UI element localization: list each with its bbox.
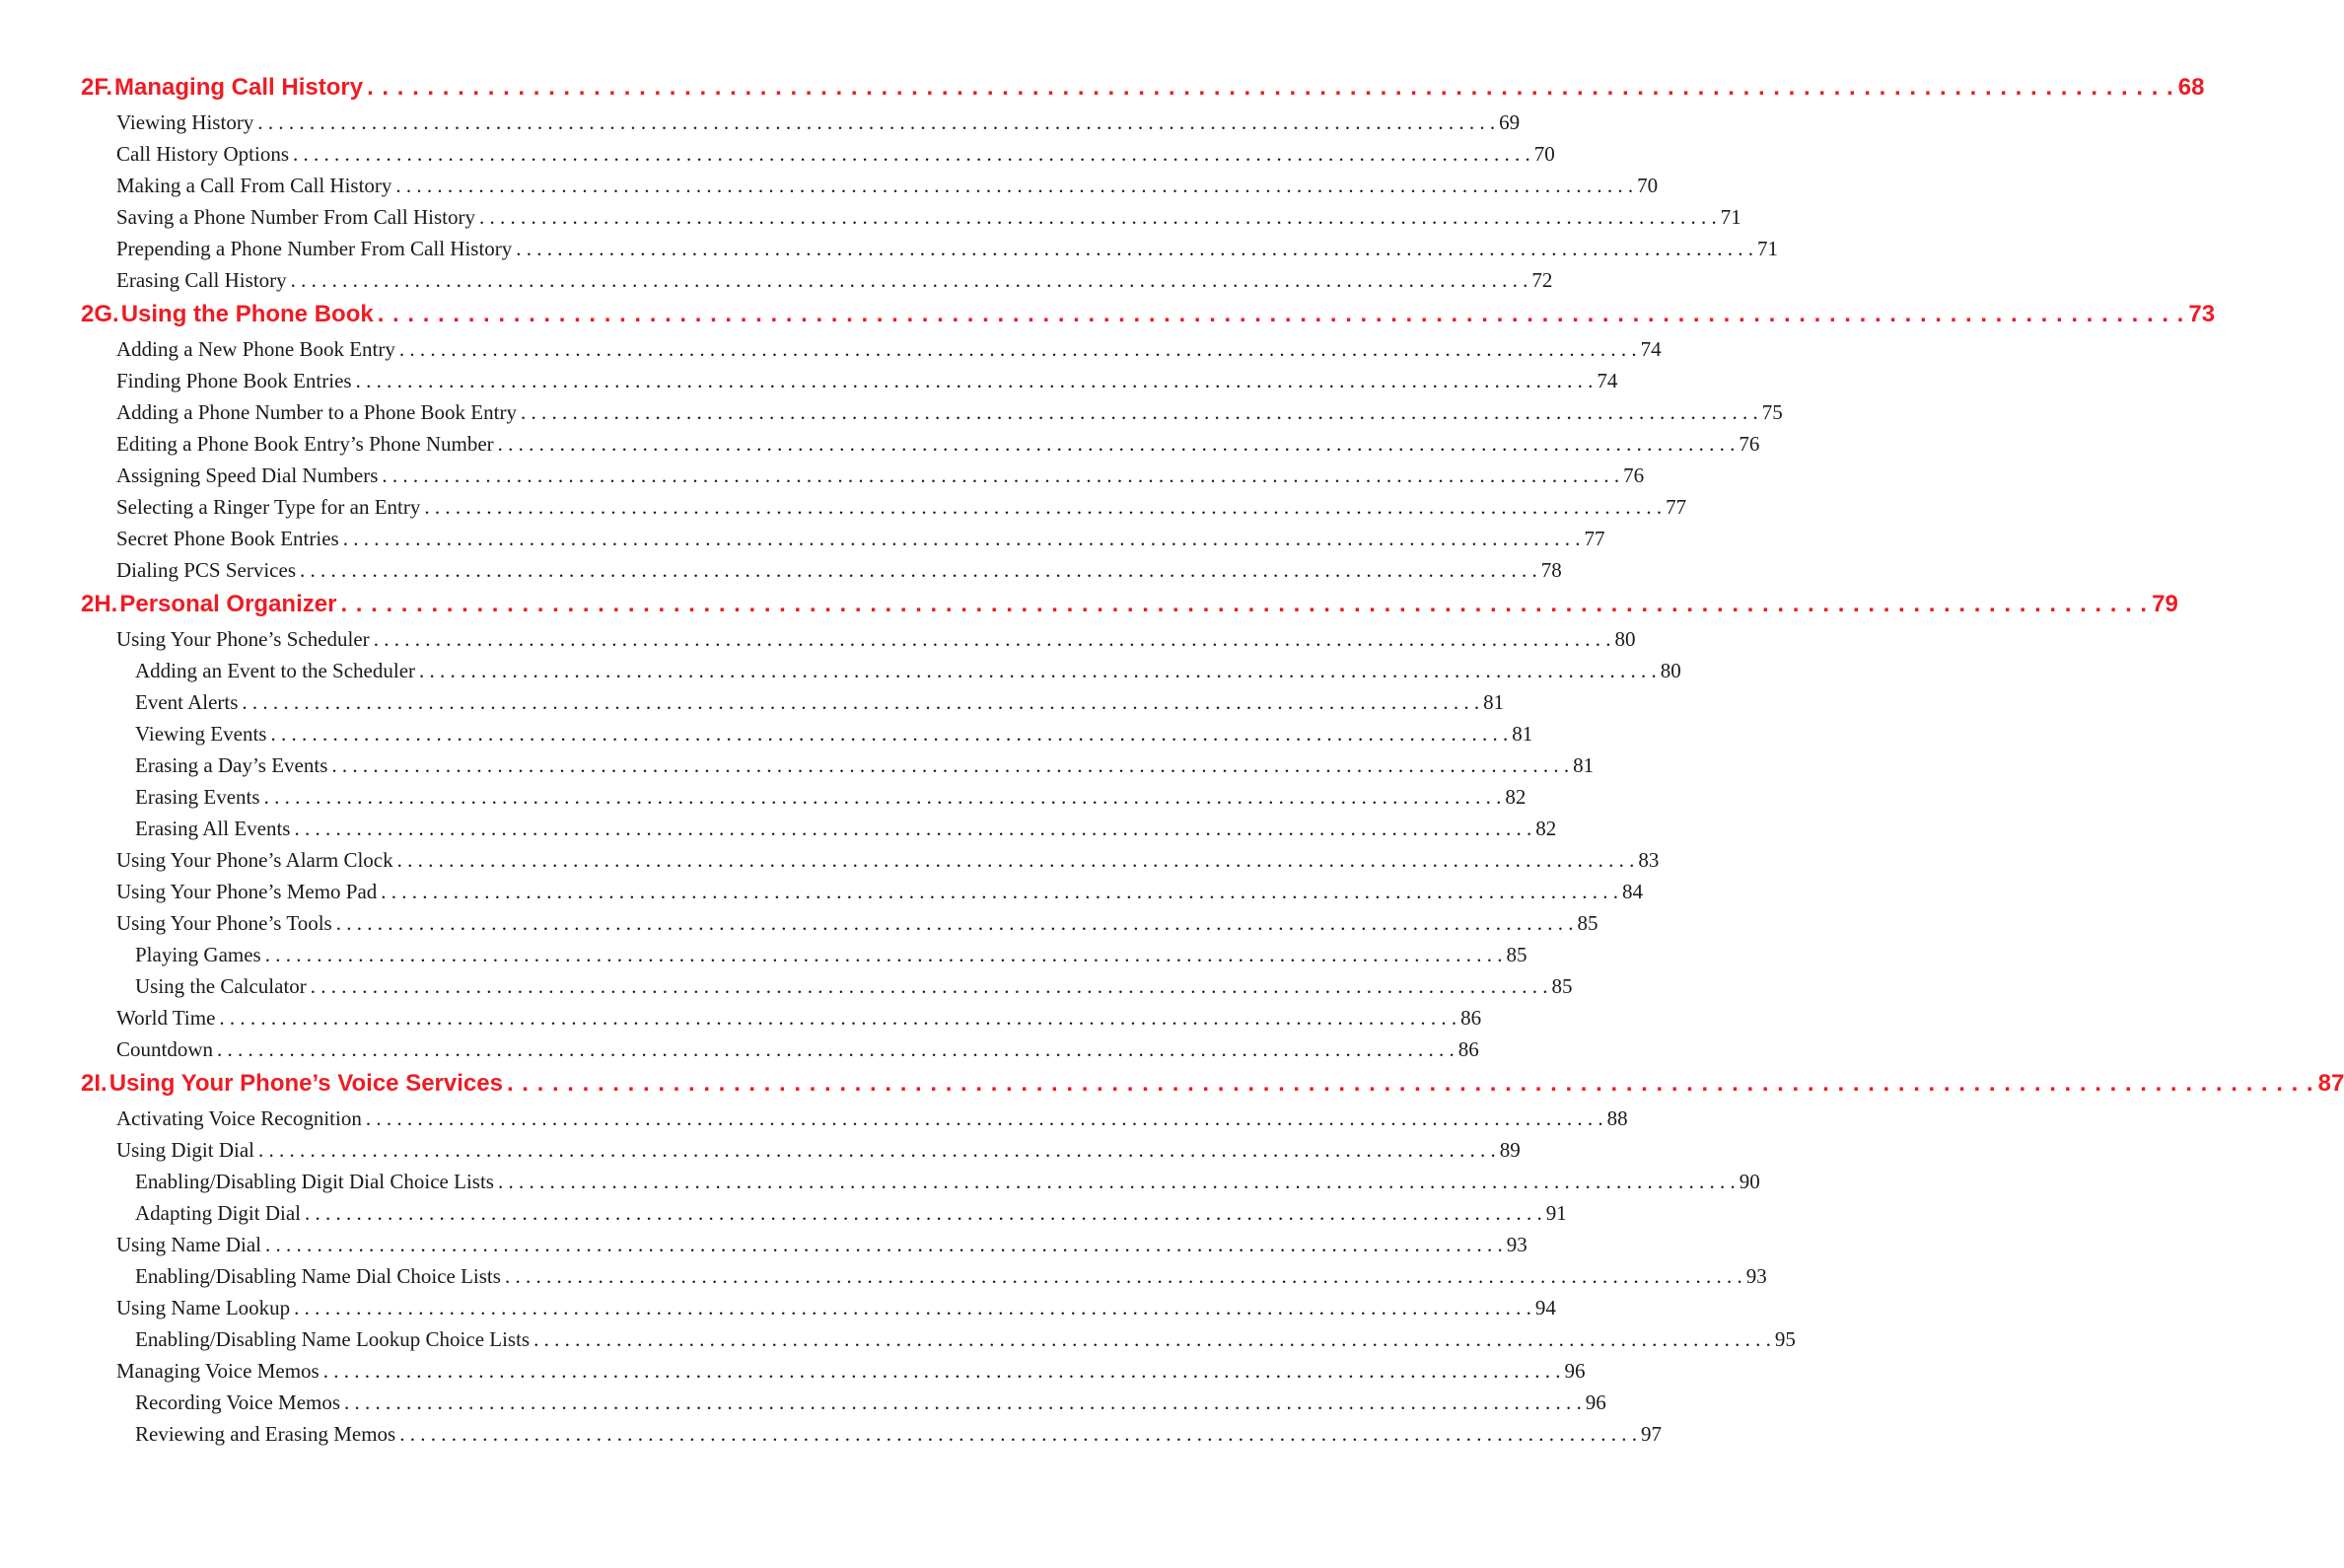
entry-page-number: 82 [1535,817,1557,840]
toc-entry[interactable] [81,201,1741,233]
toc-entry[interactable] [81,1033,1479,1065]
entry-title: Finding Phone Book Entries [116,369,352,392]
dot-leader: . . . . . . . . . . . . . . . . . . . . . . . . . . . . . . . . . . . . . . . . . . . . . . . . . . . . . . . . . . . . . . . . . . . . . . . . . . . . . . . . . . . . . . . . . . . . . . . . . . . . . . . . . . . . . . . . . . . . . . . . [344,1390,1582,1414]
toc-entry[interactable] [81,170,1659,201]
entry-page-number: 81 [1573,753,1595,777]
entry-page-number: 71 [1720,205,1741,229]
entry-title: Erasing a Day’s Events [135,753,328,777]
toc-entry[interactable] [81,396,1783,428]
entry-page-number: 82 [1505,785,1527,809]
entry-page-number: 83 [1638,848,1660,872]
dot-leader: . . . . . . . . . . . . . . . . . . . . . . . . . . . . . . . . . . . . . . . . . . . . . . . . . . . . . . . . . . . . . . . . . . . . . . . . . . . . . . . . . . . . . . . . . . . . . . . . . . . . . . . . . . . . . . . . . . . . . . . . [398,337,1637,361]
toc-entry[interactable] [81,264,1553,296]
dot-leader: . . . . . . . . . . . . . . . . . . . . . . . . . . . . . . . . . . . . . . . . . . . . . . . . . . . . . . . . . . . . . . . . . . . . . . . . . . . . . . . . . . . . . . . . . . . . . . . . . . . . . . . . . . . . . . . . . . . . . . . . [257,110,1496,134]
section-number: 2I. [81,1070,107,1097]
dot-leader: . . . . . . . . . . . . . . . . . . . . . . . . . . . . . . . . . . . . . . . . . . . . . . . . . . . . . . . . . . . . . . . . . . . . . . . . . . . . . . . . . . . . . . . . . . . . . . . . . . . . . . . . . . . . . . . . . . . . . . . . [270,722,1509,746]
entry-title: Adding an Event to the Scheduler [135,659,416,682]
toc-subentry[interactable] [81,1260,1767,1292]
toc-entry[interactable] [81,907,1598,939]
dot-leader: . . . . . . . . . . . . . . . . . . . . . . . . . . . . . . . . . . . . . . . . . . . . . . . . . . . . . . . . . . . . . . . . . . . . . . . . . . . . . . . . . . . . . . . . . . . . . . . . . . . . . . . . . . . . . . . . . . . . . . . . [294,1296,1531,1319]
section-page-number: 79 [2152,591,2178,617]
entry-page-number: 96 [1564,1359,1586,1383]
toc-subentry[interactable] [81,813,1557,844]
toc-section-heading[interactable] [81,69,2205,107]
dot-leader: . . . . . . . . . . . . . . . . . . . . . . . . . . . . . . . . . . . . . . . . . . . . . . . . . . . . . . . . . . . . . . . . . . . . . . . . . . . . . . . . . . . . . . . . . . . . . . . . . . . . . . . . . . . . . . . . . . . . . . . . [294,817,1532,840]
toc-entry[interactable] [81,523,1605,554]
entry-title: Using Digit Dial [116,1138,254,1162]
dot-leader: . . . . . . . . . . . . . . . . . . . . . . . . . . . . . . . . . . . . . . . . . . . . . . . . . . . . . . . . . . . . . . . . . . . . . . . . . . . . . . . . . . . . . . . . . . . . . . . . . . . . . . . . . . . . . . . . . . . . . . . . [381,880,1619,903]
entry-title: Activating Voice Recognition [116,1106,362,1130]
entry-title: Enabling/Disabling Name Lookup Choice Lists [135,1327,531,1351]
dot-leader: . . . . . . . . . . . . . . . . . . . . . . . . . . . . . . . . . . . . . . . . . . . . . . . . . . . . . . . . . . . . . . . . . . . . . . . . . . . . . . . . . . . . . . . . . . . . . . . . . . . . . . . . . . . . . . . . . . . . . . . . [382,463,1620,487]
entry-page-number: 94 [1534,1296,1556,1319]
dot-leader: . . . . . . . . . . . . . . . . . . . . . . . . . . . . . . . . . . . . . . . . . . . . . . . . . . . . . . . . . . . . . . . . . . . . . . . . . . . . . . . . . . . . . . . . . . . . . . . . . . . . . . . . . . . . . . . . . . . . . . . . [520,400,1758,424]
entry-page-number: 71 [1757,237,1779,260]
toc-entry[interactable] [81,1002,1482,1033]
entry-page-number: 76 [1739,432,1760,456]
entry-page-number: 90 [1739,1170,1760,1193]
dot-leader: . . . . . . . . . . . . . . . . . . . . . . . . . . . . . . . . . . . . . . . . . . . . . . . . . . . . . . . . . . . . . . . . . . . . . . . . . . . . . . . . . . . . . . . . . . . . . . . . . . . . . . . . . . . . . . . . . . . . . . . . [331,753,1570,777]
entry-title: Managing Voice Memos [116,1359,320,1383]
entry-page-number: 70 [1533,142,1555,166]
toc-subentry[interactable] [81,939,1527,970]
toc-section-heading[interactable] [81,296,2216,333]
dot-leader: . . . . . . . . . . . . . . . . . . . . . . . . . . . . . . . . . . . . . . . . . . . . . . . . . . . . . . . . . . . . . . . . . . . . . . . . . . . . . . . . . . . . . . . . . . . . . . . . . . . . . . . . . . . . . . . . . . . . . . . . [263,785,1502,809]
entry-title: Adding a Phone Number to a Phone Book Entry [116,400,517,424]
entry-title: Editing a Phone Book Entry’s Phone Number [116,432,494,456]
entry-page-number: 85 [1577,911,1598,935]
entry-title: Event Alerts [135,690,239,714]
section-page-number: 73 [2188,301,2216,327]
toc-entry[interactable] [81,460,1645,491]
entry-title: Reviewing and Erasing Memos [135,1422,396,1446]
toc-entry[interactable] [81,876,1644,907]
dot-leader: . . . . . . . . . . . . . . . . . . . . . . . . . . . . . . . . . . . . . . . . . . . . . . . . . . . . . . . . . . . . . . . . . . . . . . . . . . . . . . . . . . . . . . . . . . . . . . . . . . . . . . . . . . . . . . . . . . . . . . . . [242,690,1480,714]
toc-entry[interactable] [81,138,1555,170]
toc-entry[interactable] [81,554,1562,586]
entry-page-number: 93 [1745,1264,1767,1288]
entry-title: Viewing History [116,110,254,134]
dot-leader: . . . . . . . . . . . . . . . . . . . . . . . . . . . . . . . . . . . . . . . . . . . . . . . . . . . . . . . . . . . . . . . . . . . . . . . . . . . . . . . . . . . . . . . . . . . . . . . . . . . . . . . . . . . . . . . . . . . . . . . . [300,558,1537,582]
entry-page-number: 75 [1761,400,1783,424]
dot-leader: . . . . . . . . . . . . . . . . . . . . . . . . . . . . . . . . . . . . . . . . . . . . . . . . . . . . . . . . . . . . . . . . . . . . . . . . . . . . . . . . . . . . . . . . . . . . . . . . . . . . . . . . . . . . . . . . . . . . . . . . [340,591,2149,617]
entry-title: Assigning Speed Dial Numbers [116,463,379,487]
section-title: Using Your Phone’s Voice Services [108,1070,503,1097]
dot-leader: . . . . . . . . . . . . . . . . . . . . . . . . . . . . . . . . . . . . . . . . . . . . . . . . . . . . . . . . . . . . . . . . . . . . . . . . . . . . . . . . . . . . . . . . . . . . . . . . . . . . . . . . . . . . . . . . . . . . . . . . [478,205,1717,229]
section-title: Using the Phone Book [120,301,374,327]
entry-page-number: 76 [1623,463,1645,487]
toc-entry[interactable] [81,428,1760,460]
entry-page-number: 86 [1457,1037,1479,1061]
toc-entry[interactable] [81,333,1662,365]
entry-title: Enabling/Disabling Name Dial Choice Lists [135,1264,501,1288]
toc-entry[interactable] [81,107,1521,138]
toc-subentry[interactable] [81,1387,1606,1418]
toc-entry[interactable] [81,1229,1527,1260]
entry-page-number: 84 [1622,880,1644,903]
entry-title: Using Your Phone’s Tools [116,911,332,935]
entry-page-number: 86 [1460,1006,1482,1030]
entry-title: Using the Calculator [135,974,307,998]
entry-page-number: 89 [1499,1138,1521,1162]
entry-page-number: 69 [1499,110,1521,134]
entry-title: Adapting Digit Dial [135,1201,301,1225]
entry-title: Making a Call From Call History [116,174,392,197]
entry-page-number: 95 [1774,1327,1796,1351]
entry-title: Using Your Phone’s Memo Pad [116,880,378,903]
entry-page-number: 93 [1506,1233,1527,1256]
entry-title: Using Name Lookup [116,1296,291,1319]
toc-subentry[interactable] [81,718,1533,749]
entry-title: Selecting a Ringer Type for an Entry [116,495,421,519]
entry-page-number: 97 [1640,1422,1662,1446]
entry-title: Erasing All Events [135,817,291,840]
entry-page-number: 91 [1545,1201,1567,1225]
dot-leader: . . . . . . . . . . . . . . . . . . . . . . . . . . . . . . . . . . . . . . . . . . . . . . . . . . . . . . . . . . . . . . . . . . . . . . . . . . . . . . . . . . . . . . . . . . . . . . . . . . . . . . . . . . . . . . . . . . . . . . . . [335,911,1574,935]
toc-entry[interactable] [81,1103,1628,1134]
entry-page-number: 81 [1512,722,1533,746]
entry-title: Prepending a Phone Number From Call History [116,237,513,260]
dot-leader: . . . . . . . . . . . . . . . . . . . . . . . . . . . . . . . . . . . . . . . . . . . . . . . . . . . . . . . . . . . . . . . . . . . . . . . . . . . . . . . . . . . . . . . . . . . . . . . . . . . . . . . . . . . . . . . . . . . . . . . . [516,237,1754,260]
toc-subentry[interactable] [81,1166,1760,1197]
toc-subentry[interactable] [81,1323,1796,1355]
entry-page-number: 77 [1666,495,1687,519]
entry-title: Playing Games [135,943,261,966]
table-of-contents [81,69,2344,1450]
entry-title: Dialing PCS Services [116,558,296,582]
toc-entry[interactable] [81,491,1687,523]
entry-page-number: 85 [1551,974,1573,998]
toc-section-heading[interactable] [81,586,2178,623]
dot-leader: . . . . . . . . . . . . . . . . . . . . . . . . . . . . . . . . . . . . . . . . . . . . . . . . . . . . . . . . . . . . . . . . . . . . . . . . . . . . . . . . . . . . . . . . . . . . . . . . . . . . . . . . . . . . . . . . . . . . . . . . [365,1106,1603,1130]
dot-leader: . . . . . . . . . . . . . . . . . . . . . . . . . . . . . . . . . . . . . . . . . . . . . . . . . . . . . . . . . . . . . . . . . . . . . . . . . . . . . . . . . . . . . . . . . . . . . . . . . . . . . . . . . . . . . . . . . . . . . . . . [217,1037,1455,1061]
dot-leader: . . . . . . . . . . . . . . . . . . . . . . . . . . . . . . . . . . . . . . . . . . . . . . . . . . . . . . . . . . . . . . . . . . . . . . . . . . . . . . . . . . . . . . . . . . . . . . . . . . . . . . . . . . . . . . . . . . . . . . . . [504,1264,1742,1288]
section-number: 2F. [81,74,113,101]
entry-title: Enabling/Disabling Digit Dial Choice Lists [135,1170,494,1193]
toc-entry[interactable] [81,365,1618,396]
entry-title: Secret Phone Book Entries [116,527,339,550]
dot-leader: . . . . . . . . . . . . . . . . . . . . . . . . . . . . . . . . . . . . . . . . . . . . . . . . . . . . . . . . . . . . . . . . . . . . . . . . . . . . . . . . . . . . . . . . . . . . . . . . . . . . . . . . . . . . . . . . . . . . . . . . [399,1422,1637,1446]
toc-subentry[interactable] [81,655,1681,686]
toc-entry[interactable] [81,233,1779,264]
entry-page-number: 96 [1585,1390,1606,1414]
toc-subentry[interactable] [81,781,1527,813]
entry-title: Adding a New Phone Book Entry [116,337,395,361]
section-page-number: 68 [2177,74,2205,101]
dot-leader: . . . . . . . . . . . . . . . . . . . . . . . . . . . . . . . . . . . . . . . . . . . . . . . . . . . . . . . . . . . . . . . . . . . . . . . . . . . . . . . . . . . . . . . . . . . . . . . . . . . . . . . . . . . . . . . . . . . . . . . . [533,1327,1771,1351]
entry-page-number: 81 [1483,690,1505,714]
dot-leader: . . . . . . . . . . . . . . . . . . . . . . . . . . . . . . . . . . . . . . . . . . . . . . . . . . . . . . . . . . . . . . . . . . . . . . . . . . . . . . . . . . . . . . . . . . . . . . . . . . . . . . . . . . . . . . . . . . . . . . . . [310,974,1548,998]
dot-leader: . . . . . . . . . . . . . . . . . . . . . . . . . . . . . . . . . . . . . . . . . . . . . . . . . . . . . . . . . . . . . . . . . . . . . . . . . . . . . . . . . . . . . . . . . . . . . . . . . . . . . . . . . . . . . . . . . . . . . . . . [304,1201,1542,1225]
entry-page-number: 88 [1606,1106,1628,1130]
dot-leader: . . . . . . . . . . . . . . . . . . . . . . . . . . . . . . . . . . . . . . . . . . . . . . . . . . . . . . . . . . . . . . . . . . . . . . . . . . . . . . . . . . . . . . . . . . . . . . . . . . . . . . . . . . . . . . . . . . . . . . . . [293,142,1530,166]
toc-entry[interactable] [81,1134,1521,1166]
toc-entry[interactable] [81,1355,1586,1387]
toc-entry[interactable] [81,1292,1556,1323]
section-number: 2H. [81,591,118,617]
dot-leader: . . . . . . . . . . . . . . . . . . . . . . . . . . . . . . . . . . . . . . . . . . . . . . . . . . . . . . . . . . . . . . . . . . . . . . . . . . . . . . . . . . . . . . . . . . . . . . . . . . . . . . . . . . . . . . . . . . . . . . . . [367,74,2174,101]
dot-leader: . . . . . . . . . . . . . . . . . . . . . . . . . . . . . . . . . . . . . . . . . . . . . . . . . . . . . . . . . . . . . . . . . . . . . . . . . . . . . . . . . . . . . . . . . . . . . . . . . . . . . . . . . . . . . . . . . . . . . . . . [377,301,2185,327]
dot-leader: . . . . . . . . . . . . . . . . . . . . . . . . . . . . . . . . . . . . . . . . . . . . . . . . . . . . . . . . . . . . . . . . . . . . . . . . . . . . . . . . . . . . . . . . . . . . . . . . . . . . . . . . . . . . . . . . . . . . . . . . [395,174,1634,197]
toc-entry[interactable] [81,623,1636,655]
entry-title: Countdown [116,1037,214,1061]
dot-leader: . . . . . . . . . . . . . . . . . . . . . . . . . . . . . . . . . . . . . . . . . . . . . . . . . . . . . . . . . . . . . . . . . . . . . . . . . . . . . . . . . . . . . . . . . . . . . . . . . . . . . . . . . . . . . . . . . . . . . . . . [396,848,1635,872]
dot-leader: . . . . . . . . . . . . . . . . . . . . . . . . . . . . . . . . . . . . . . . . . . . . . . . . . . . . . . . . . . . . . . . . . . . . . . . . . . . . . . . . . . . . . . . . . . . . . . . . . . . . . . . . . . . . . . . . . . . . . . . . [373,627,1611,651]
entry-title: Using Your Phone’s Alarm Clock [116,848,393,872]
entry-title: Viewing Events [135,722,267,746]
entry-title: Erasing Events [135,785,260,809]
toc-subentry[interactable] [81,749,1595,781]
entry-title: Saving a Phone Number From Call History [116,205,475,229]
toc-entry[interactable] [81,844,1660,876]
section-title: Managing Call History [114,74,364,101]
entry-page-number: 72 [1531,268,1553,292]
entry-page-number: 74 [1640,337,1662,361]
dot-leader: . . . . . . . . . . . . . . . . . . . . . . . . . . . . . . . . . . . . . . . . . . . . . . . . . . . . . . . . . . . . . . . . . . . . . . . . . . . . . . . . . . . . . . . . . . . . . . . . . . . . . . . . . . . . . . . . . . . . . . . . [355,369,1594,392]
entry-page-number: 77 [1584,527,1605,550]
section-number: 2G. [81,301,119,327]
entry-title: Call History Options [116,142,290,166]
entry-page-number: 78 [1540,558,1562,582]
dot-leader: . . . . . . . . . . . . . . . . . . . . . . . . . . . . . . . . . . . . . . . . . . . . . . . . . . . . . . . . . . . . . . . . . . . . . . . . . . . . . . . . . . . . . . . . . . . . . . . . . . . . . . . . . . . . . . . . . . . . . . . . [264,943,1503,966]
entry-page-number: 74 [1597,369,1618,392]
dot-leader: . . . . . . . . . . . . . . . . . . . . . . . . . . . . . . . . . . . . . . . . . . . . . . . . . . . . . . . . . . . . . . . . . . . . . . . . . . . . . . . . . . . . . . . . . . . . . . . . . . . . . . . . . . . . . . . . . . . . . . . . [506,1070,2314,1097]
toc-subentry[interactable] [81,970,1573,1002]
toc-subentry[interactable] [81,1197,1567,1229]
entry-page-number: 80 [1614,627,1636,651]
entry-page-number: 70 [1637,174,1659,197]
dot-leader: . . . . . . . . . . . . . . . . . . . . . . . . . . . . . . . . . . . . . . . . . . . . . . . . . . . . . . . . . . . . . . . . . . . . . . . . . . . . . . . . . . . . . . . . . . . . . . . . . . . . . . . . . . . . . . . . . . . . . . . . [264,1233,1503,1256]
section-page-number: 87 [2317,1070,2344,1097]
dot-leader: . . . . . . . . . . . . . . . . . . . . . . . . . . . . . . . . . . . . . . . . . . . . . . . . . . . . . . . . . . . . . . . . . . . . . . . . . . . . . . . . . . . . . . . . . . . . . . . . . . . . . . . . . . . . . . . . . . . . . . . . [258,1138,1496,1162]
toc-subentry[interactable] [81,1418,1662,1450]
dot-leader: . . . . . . . . . . . . . . . . . . . . . . . . . . . . . . . . . . . . . . . . . . . . . . . . . . . . . . . . . . . . . . . . . . . . . . . . . . . . . . . . . . . . . . . . . . . . . . . . . . . . . . . . . . . . . . . . . . . . . . . . [342,527,1581,550]
toc-subentry[interactable] [81,686,1505,718]
dot-leader: . . . . . . . . . . . . . . . . . . . . . . . . . . . . . . . . . . . . . . . . . . . . . . . . . . . . . . . . . . . . . . . . . . . . . . . . . . . . . . . . . . . . . . . . . . . . . . . . . . . . . . . . . . . . . . . . . . . . . . . . [219,1006,1457,1030]
dot-leader: . . . . . . . . . . . . . . . . . . . . . . . . . . . . . . . . . . . . . . . . . . . . . . . . . . . . . . . . . . . . . . . . . . . . . . . . . . . . . . . . . . . . . . . . . . . . . . . . . . . . . . . . . . . . . . . . . . . . . . . . [497,432,1736,456]
entry-title: Erasing Call History [116,268,287,292]
dot-leader: . . . . . . . . . . . . . . . . . . . . . . . . . . . . . . . . . . . . . . . . . . . . . . . . . . . . . . . . . . . . . . . . . . . . . . . . . . . . . . . . . . . . . . . . . . . . . . . . . . . . . . . . . . . . . . . . . . . . . . . . [419,659,1657,682]
dot-leader: . . . . . . . . . . . . . . . . . . . . . . . . . . . . . . . . . . . . . . . . . . . . . . . . . . . . . . . . . . . . . . . . . . . . . . . . . . . . . . . . . . . . . . . . . . . . . . . . . . . . . . . . . . . . . . . . . . . . . . . . [497,1170,1736,1193]
dot-leader: . . . . . . . . . . . . . . . . . . . . . . . . . . . . . . . . . . . . . . . . . . . . . . . . . . . . . . . . . . . . . . . . . . . . . . . . . . . . . . . . . . . . . . . . . . . . . . . . . . . . . . . . . . . . . . . . . . . . . . . . [322,1359,1561,1383]
entry-title: World Time [116,1006,216,1030]
dot-leader: . . . . . . . . . . . . . . . . . . . . . . . . . . . . . . . . . . . . . . . . . . . . . . . . . . . . . . . . . . . . . . . . . . . . . . . . . . . . . . . . . . . . . . . . . . . . . . . . . . . . . . . . . . . . . . . . . . . . . . . . [290,268,1528,292]
entry-title: Using Your Phone’s Scheduler [116,627,370,651]
section-title: Personal Organizer [119,591,337,617]
entry-title: Recording Voice Memos [135,1390,341,1414]
entry-title: Using Name Dial [116,1233,261,1256]
dot-leader: . . . . . . . . . . . . . . . . . . . . . . . . . . . . . . . . . . . . . . . . . . . . . . . . . . . . . . . . . . . . . . . . . . . . . . . . . . . . . . . . . . . . . . . . . . . . . . . . . . . . . . . . . . . . . . . . . . . . . . . . [424,495,1663,519]
toc-section-heading[interactable] [81,1065,2344,1103]
entry-page-number: 85 [1506,943,1527,966]
entry-page-number: 80 [1660,659,1681,682]
